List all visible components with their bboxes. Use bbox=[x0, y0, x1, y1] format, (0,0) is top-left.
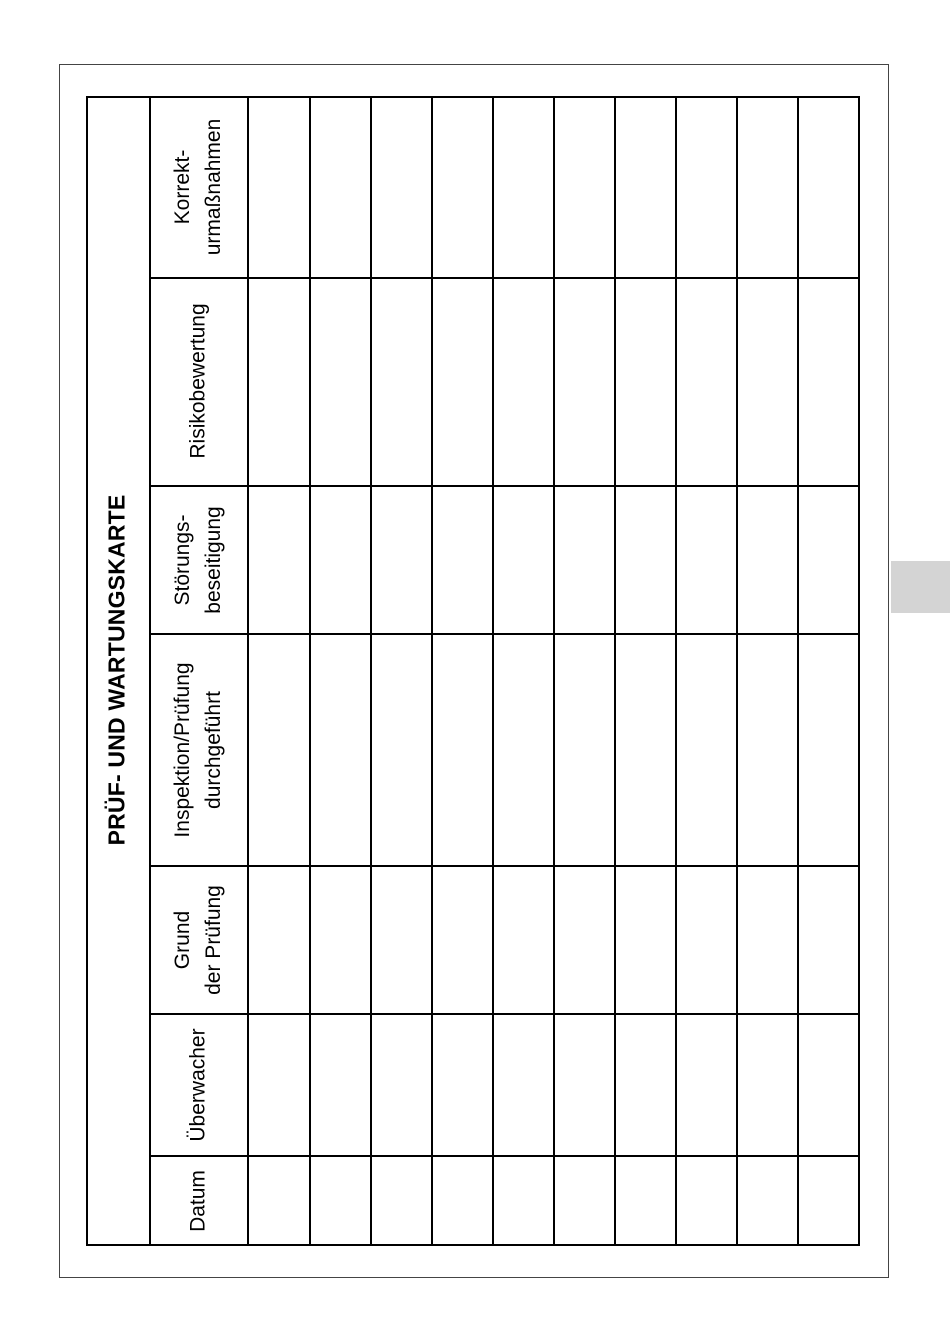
row-line bbox=[553, 96, 555, 1246]
row-line bbox=[614, 96, 616, 1246]
table-border-bottom bbox=[86, 1244, 860, 1246]
header-korrektur: Korrekt- urmaßnahmen bbox=[171, 118, 225, 256]
column-divider bbox=[149, 865, 860, 867]
header-datum: Datum bbox=[186, 1170, 210, 1232]
header-stoerung: Störungs- beseitigung bbox=[171, 506, 225, 614]
header-divider bbox=[149, 96, 151, 1246]
row-line bbox=[797, 96, 799, 1246]
column-divider bbox=[149, 485, 860, 487]
header-bottom-line bbox=[247, 96, 249, 1246]
table-border-left bbox=[86, 96, 88, 1246]
column-divider bbox=[149, 277, 860, 279]
header-grund: Grund der Prüfung bbox=[171, 885, 225, 995]
card-title: PRÜF- UND WARTUNGSKARTE bbox=[103, 494, 130, 846]
column-divider bbox=[149, 1155, 860, 1157]
section-tab-marker bbox=[891, 561, 950, 613]
row-line bbox=[736, 96, 738, 1246]
table-border-right bbox=[858, 96, 860, 1246]
header-ueberwacher: Überwacher bbox=[186, 1028, 210, 1142]
column-divider bbox=[149, 1013, 860, 1015]
table-border-top bbox=[86, 96, 860, 98]
row-line bbox=[492, 96, 494, 1246]
header-inspektion: Inspektion/Prüfung durchgeführt bbox=[171, 662, 225, 838]
row-line bbox=[309, 96, 311, 1246]
row-line bbox=[431, 96, 433, 1246]
row-line bbox=[370, 96, 372, 1246]
header-risiko: Risikobewertung bbox=[186, 303, 210, 459]
row-line bbox=[675, 96, 677, 1246]
column-divider bbox=[149, 633, 860, 635]
